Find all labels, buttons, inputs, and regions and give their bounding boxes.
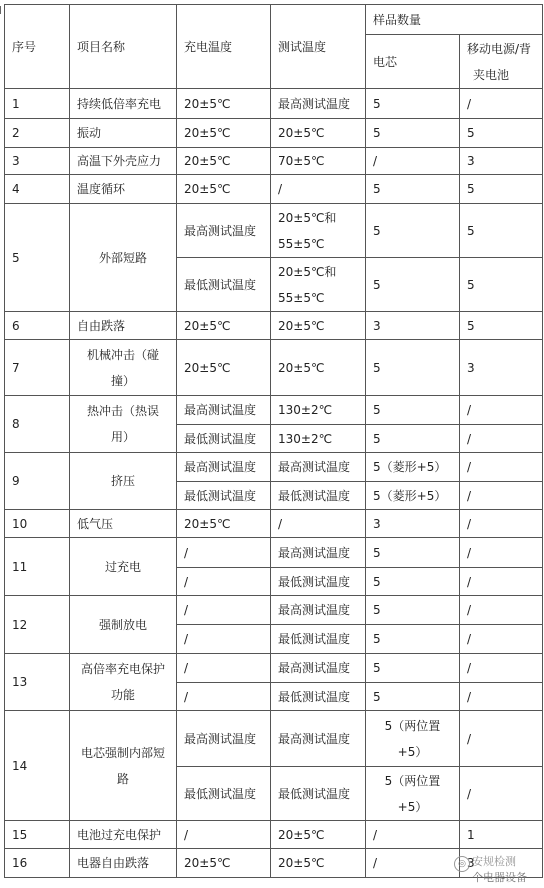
row-no: 13 — [5, 654, 70, 711]
row-power-qty: / — [460, 625, 543, 654]
row-test-temp — [271, 204, 366, 258]
row-power-qty: / — [460, 568, 543, 596]
row-cell-qty: 5 — [366, 396, 460, 425]
cell-qty-line2: +5） — [397, 799, 428, 814]
row-no: 6 — [5, 312, 70, 340]
test-temp-line2: 55±5℃ — [278, 236, 325, 251]
row-no: 8 — [5, 396, 70, 453]
row-test-temp: 最高测试温度 — [271, 596, 366, 625]
row-test-temp: 最低测试温度 — [271, 683, 366, 711]
row-charge-temp: 最高测试温度 — [177, 204, 271, 258]
row-charge-temp: / — [177, 821, 271, 849]
table-row — [5, 711, 543, 767]
row-power-qty: / — [460, 767, 543, 821]
row-charge-temp: 20±5℃ — [177, 849, 271, 878]
row-charge-temp: 20±5℃ — [177, 148, 271, 175]
row-test-temp: 最低测试温度 — [271, 482, 366, 510]
row-charge-temp: 20±5℃ — [177, 340, 271, 396]
row-item-name: 强制放电 — [70, 596, 177, 654]
row-test-temp: 最高测试温度 — [271, 538, 366, 568]
row-cell-qty: 5 — [366, 568, 460, 596]
row-test-temp: 最低测试温度 — [271, 568, 366, 596]
row-item-name: 自由跌落 — [70, 312, 177, 340]
row-power-qty: / — [460, 425, 543, 453]
row-charge-temp: 最低测试温度 — [177, 482, 271, 510]
row-power-qty: / — [460, 89, 543, 119]
header-charge-temp: 充电温度 — [177, 5, 271, 89]
cell-qty-line1: 5（两位置 — [384, 773, 441, 788]
row-item-name — [70, 711, 177, 821]
row-test-temp: 最高测试温度 — [271, 453, 366, 482]
table-row — [5, 510, 543, 538]
row-test-temp: 20±5℃ — [271, 821, 366, 849]
row-cell-qty: / — [366, 148, 460, 175]
row-item-name — [70, 340, 177, 396]
row-no: 14 — [5, 711, 70, 821]
row-no: 12 — [5, 596, 70, 654]
row-item-name: 挤压 — [70, 453, 177, 510]
row-power-qty: / — [460, 654, 543, 683]
table-row — [5, 453, 543, 482]
item-name-line1: 高倍率充电保护 — [80, 662, 165, 676]
row-no: 5 — [5, 204, 70, 312]
row-no: 9 — [5, 453, 70, 510]
row-cell-qty: 5 — [366, 119, 460, 148]
item-name-line2: 路 — [116, 771, 129, 786]
row-cell-qty: 5 — [366, 538, 460, 568]
header-row-1 — [5, 5, 543, 35]
row-charge-temp: 最低测试温度 — [177, 425, 271, 453]
row-cell-qty: 5（菱形+5） — [366, 482, 460, 510]
row-item-name: 外部短路 — [70, 204, 177, 312]
row-cell-qty: 5（菱形+5） — [366, 453, 460, 482]
row-test-temp: 最高测试温度 — [271, 711, 366, 767]
row-test-temp: 130±2℃ — [271, 425, 366, 453]
test-items-table — [4, 4, 543, 878]
table-row — [5, 596, 543, 625]
test-temp-line1: 20±5℃和 — [278, 210, 337, 225]
row-power-qty: / — [460, 596, 543, 625]
row-power-qty: 1 — [460, 821, 543, 849]
row-item-name: 高温下外壳应力 — [70, 148, 177, 175]
row-power-qty: / — [460, 482, 543, 510]
item-name-line1: 热冲击（热误 — [86, 404, 159, 418]
table-row — [5, 204, 543, 258]
item-name-line2: 用） — [110, 430, 135, 444]
row-charge-temp: 20±5℃ — [177, 119, 271, 148]
row-cell-qty: 5 — [366, 625, 460, 654]
row-test-temp: 130±2℃ — [271, 396, 366, 425]
header-test-temp: 测试温度 — [271, 5, 366, 89]
row-test-temp — [271, 258, 366, 312]
row-power-qty: / — [460, 683, 543, 711]
table-row — [5, 89, 543, 119]
row-charge-temp: 20±5℃ — [177, 175, 271, 204]
row-power-qty: / — [460, 711, 543, 767]
row-cell-qty: 5 — [366, 175, 460, 204]
watermark — [454, 852, 542, 884]
item-name-line1: 机械冲击（碰 — [86, 347, 159, 362]
row-item-name: 持续低倍率充电 — [70, 89, 177, 119]
watermark-text: 安规检测 — [472, 855, 516, 868]
row-test-temp: 70±5℃ — [271, 148, 366, 175]
row-item-name: 过充电 — [70, 538, 177, 596]
row-test-temp: / — [271, 510, 366, 538]
row-no: 1 — [5, 89, 70, 119]
row-cell-qty: 5 — [366, 654, 460, 683]
row-cell-qty: 5 — [366, 258, 460, 312]
row-charge-temp: / — [177, 538, 271, 568]
row-item-name: 振动 — [70, 119, 177, 148]
row-charge-temp: 最高测试温度 — [177, 396, 271, 425]
header-item-name: 项目名称 — [70, 5, 177, 89]
row-test-temp: / — [271, 175, 366, 204]
row-no: 10 — [5, 510, 70, 538]
test-temp-line1: 20±5℃和 — [278, 264, 337, 279]
table-row — [5, 312, 543, 340]
row-item-name — [70, 654, 177, 711]
row-charge-temp: / — [177, 683, 271, 711]
row-cell-qty: 5 — [366, 683, 460, 711]
table-row — [5, 119, 543, 148]
row-test-temp: 20±5℃ — [271, 340, 366, 396]
row-no: 15 — [5, 821, 70, 849]
header-power-bank — [460, 35, 543, 89]
row-cell-qty: 5 — [366, 425, 460, 453]
row-cell-qty: / — [366, 821, 460, 849]
row-test-temp: 20±5℃ — [271, 849, 366, 878]
row-power-qty: / — [460, 453, 543, 482]
row-test-temp: 20±5℃ — [271, 312, 366, 340]
row-no: 3 — [5, 148, 70, 175]
table-row — [5, 396, 543, 425]
row-charge-temp: / — [177, 568, 271, 596]
wechat-logo-icon: ◎ — [454, 856, 470, 872]
row-power-qty: / — [460, 510, 543, 538]
row-cell-qty: 5 — [366, 89, 460, 119]
row-charge-temp: 20±5℃ — [177, 510, 271, 538]
row-power-qty: 5 — [460, 312, 543, 340]
row-charge-temp: 最低测试温度 — [177, 258, 271, 312]
watermark-overlap-text: 个电器设备 — [472, 871, 527, 884]
row-charge-temp: / — [177, 625, 271, 654]
row-charge-temp: 最高测试温度 — [177, 711, 271, 767]
table-row — [5, 654, 543, 683]
row-test-temp: 最高测试温度 — [271, 89, 366, 119]
row-power-qty: / — [460, 396, 543, 425]
row-power-qty: 3 — [460, 340, 543, 396]
item-name-line2: 撞） — [110, 373, 135, 388]
row-item-name — [70, 396, 177, 453]
table-row — [5, 148, 543, 175]
row-power-qty: 5 — [460, 119, 543, 148]
row-power-qty: 3 — [460, 148, 543, 175]
row-cell-qty — [366, 711, 460, 767]
row-item-name: 低气压 — [70, 510, 177, 538]
row-power-qty: 3 — [460, 849, 543, 878]
row-cell-qty: 5 — [366, 204, 460, 258]
row-charge-temp: 20±5℃ — [177, 312, 271, 340]
item-name-line2: 功能 — [110, 688, 135, 702]
header-no: 序号 — [5, 5, 70, 89]
test-temp-line2: 55±5℃ — [278, 290, 325, 305]
row-test-temp: 20±5℃ — [271, 119, 366, 148]
table-row — [5, 821, 543, 849]
row-cell-qty: 3 — [366, 312, 460, 340]
header-sample-qty: 样品数量 — [366, 5, 543, 35]
row-test-temp: 最低测试温度 — [271, 767, 366, 821]
row-cell-qty: 3 — [366, 510, 460, 538]
header-power-line1: 移动电源/背 — [467, 41, 532, 56]
row-item-name: 电器自由跌落 — [70, 849, 177, 878]
row-charge-temp: 20±5℃ — [177, 89, 271, 119]
header-power-line2: 夹电池 — [473, 67, 510, 82]
row-item-name: 电池过充电保护 — [70, 821, 177, 849]
row-charge-temp: / — [177, 654, 271, 683]
row-cell-qty: 5 — [366, 340, 460, 396]
row-cell-qty — [366, 767, 460, 821]
row-charge-temp: 最低测试温度 — [177, 767, 271, 821]
row-cell-qty: / — [366, 849, 460, 878]
row-test-temp: 最高测试温度 — [271, 654, 366, 683]
item-name-line1: 电芯强制内部短 — [80, 745, 165, 760]
row-no: 7 — [5, 340, 70, 396]
row-no: 11 — [5, 538, 70, 596]
row-no: 16 — [5, 849, 70, 878]
row-charge-temp: / — [177, 596, 271, 625]
row-power-qty: 5 — [460, 258, 543, 312]
row-charge-temp: 最高测试温度 — [177, 453, 271, 482]
cell-qty-line1: 5（两位置 — [384, 718, 441, 733]
cell-qty-line2: +5） — [397, 744, 428, 759]
header-cell: 电芯 — [366, 35, 460, 89]
row-test-temp: 最低测试温度 — [271, 625, 366, 654]
row-no: 4 — [5, 175, 70, 204]
row-power-qty: 5 — [460, 204, 543, 258]
row-power-qty: / — [460, 538, 543, 568]
table-row — [5, 175, 543, 204]
row-power-qty: 5 — [460, 175, 543, 204]
table-row — [5, 538, 543, 568]
row-item-name: 温度循环 — [70, 175, 177, 204]
table-row — [5, 340, 543, 396]
row-no: 2 — [5, 119, 70, 148]
row-cell-qty: 5 — [366, 596, 460, 625]
